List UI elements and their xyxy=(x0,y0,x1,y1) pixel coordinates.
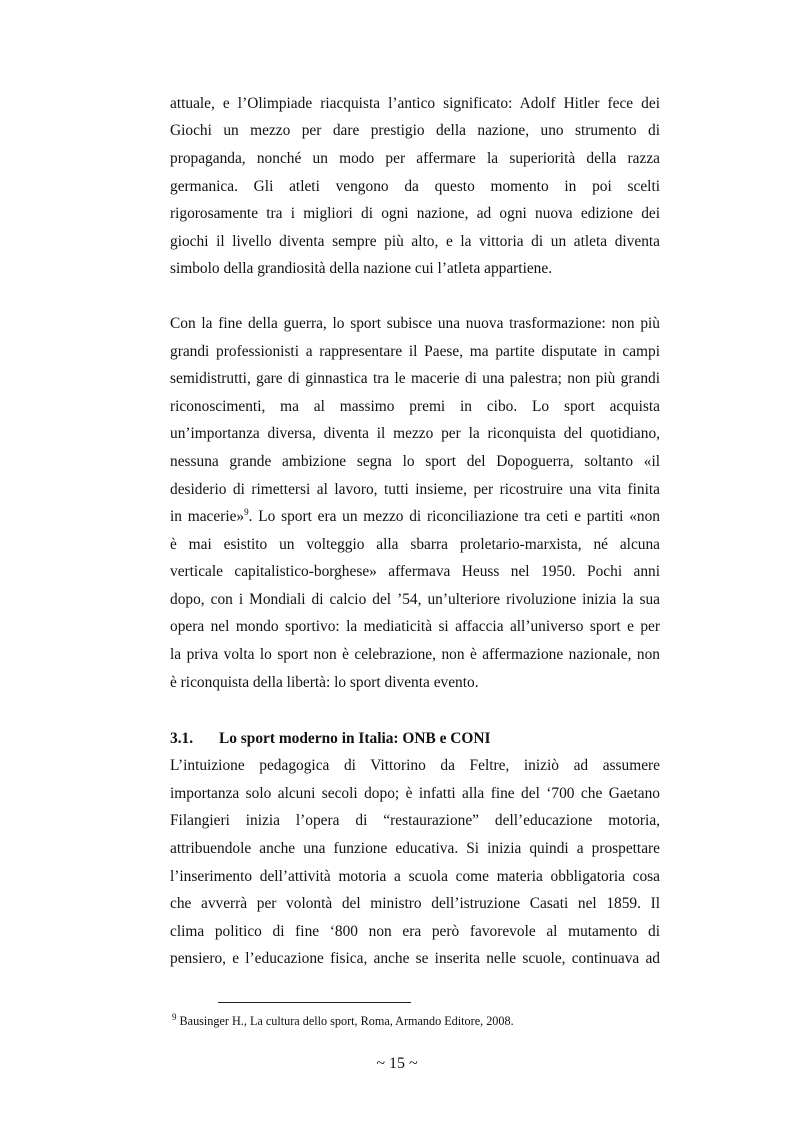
text-line: la priva volta lo sport non è celebrazione, non è affermazione nazionale, non xyxy=(170,646,660,663)
text-line: giochi il livello diventa sempre più alto, e la vittoria di un atleta diventa xyxy=(170,233,660,250)
section-number: 3.1. xyxy=(170,730,194,747)
footnote xyxy=(172,1013,514,1029)
text-line-with-footnote xyxy=(170,507,660,527)
text-line: Con la fine della guerra, lo sport subisce una nuova trasformazione: non più xyxy=(170,315,660,332)
text-line: clima politico di fine ‘800 non era però favorevole al mutamento di xyxy=(170,923,660,940)
text-line: germanica. Gli atleti vengono da questo momento in poi scelti xyxy=(170,178,660,195)
text-line: attuale, e l’Olimpiade riacquista l’antico significato: Adolf Hitler fece dei xyxy=(170,95,660,112)
text-line: L’intuizione pedagogica di Vittorino da Feltre, iniziò ad assumere xyxy=(170,757,660,774)
footnote-number: 9 xyxy=(172,1011,177,1022)
text-fragment: in macerie» xyxy=(170,508,245,525)
text-fragment: . Lo sport era un mezzo di riconciliazione tra ceti e partiti «non xyxy=(248,508,660,525)
section-title: Lo sport moderno in Italia: ONB e CONI xyxy=(219,730,491,747)
text-line: grandi professionisti a rappresentare il Paese, ma partite disputate in campi xyxy=(170,343,660,360)
footnote-text: Bausinger H., La cultura dello sport, Roma, Armando Editore, 2008. xyxy=(176,1014,514,1028)
text-line: semidistrutti, gare di ginnastica tra le macerie di una palestra; non più grandi xyxy=(170,370,660,387)
text-line: rigorosamente tra i migliori di ogni nazione, ad ogni nuova edizione dei xyxy=(170,205,660,222)
text-line: dopo, con i Mondiali di calcio del ’54, un’ulteriore rivoluzione inizia la sua xyxy=(170,591,660,608)
section-heading xyxy=(170,729,660,749)
text-line: l’inserimento dell’attività motoria a scuola come materia obbligatoria cosa xyxy=(170,868,660,885)
text-line: che avverrà per volontà del ministro dell’istruzione Casati nel 1859. Il xyxy=(170,895,660,912)
text-line: Giochi un mezzo per dare prestigio della nazione, uno strumento di xyxy=(170,122,660,139)
text-line: simbolo della grandiosità della nazione cui l’atleta appartiene. xyxy=(170,260,553,277)
text-line: è riconquista della libertà: lo sport diventa evento. xyxy=(170,674,479,691)
text-line: pensiero, e l’educazione fisica, anche se inserita nelle scuole, continuava ad xyxy=(170,950,660,967)
text-line: importanza solo alcuni secoli dopo; è infatti alla fine del ‘700 che Gaetano xyxy=(170,785,660,802)
text-line: Filangieri inizia l’opera di “restaurazione” dell’educazione motoria, xyxy=(170,812,660,829)
text-line: nessuna grande ambizione segna lo sport del Dopoguerra, soltanto «il xyxy=(170,453,660,470)
text-line: riconoscimenti, ma al massimo premi in cibo. Lo sport acquista xyxy=(170,398,660,415)
text-line: un’importanza diversa, diventa il mezzo per la riconquista del quotidiano, xyxy=(170,425,660,442)
page-number: ~ 15 ~ xyxy=(376,1055,418,1072)
text-line: è mai esistito un volteggio alla sbarra proletario-marxista, né alcuna xyxy=(170,536,660,553)
text-line: propaganda, nonché un modo per affermare la superiorità della razza xyxy=(170,150,660,167)
footnote-reference[interactable]: 9 xyxy=(244,506,249,517)
text-line: desiderio di rimettersi al lavoro, tutti insieme, per ricostruire una vita finita xyxy=(170,481,660,498)
text-line: verticale capitalistico-borghese» affermava Heuss nel 1950. Pochi anni xyxy=(170,563,660,580)
text-line: opera nel mondo sportivo: la mediaticità si affaccia all’universo sport e per xyxy=(170,618,660,635)
footnote-separator xyxy=(218,1002,411,1003)
text-line: attribuendole anche una funzione educativa. Si inizia quindi a prospettare xyxy=(170,840,660,857)
